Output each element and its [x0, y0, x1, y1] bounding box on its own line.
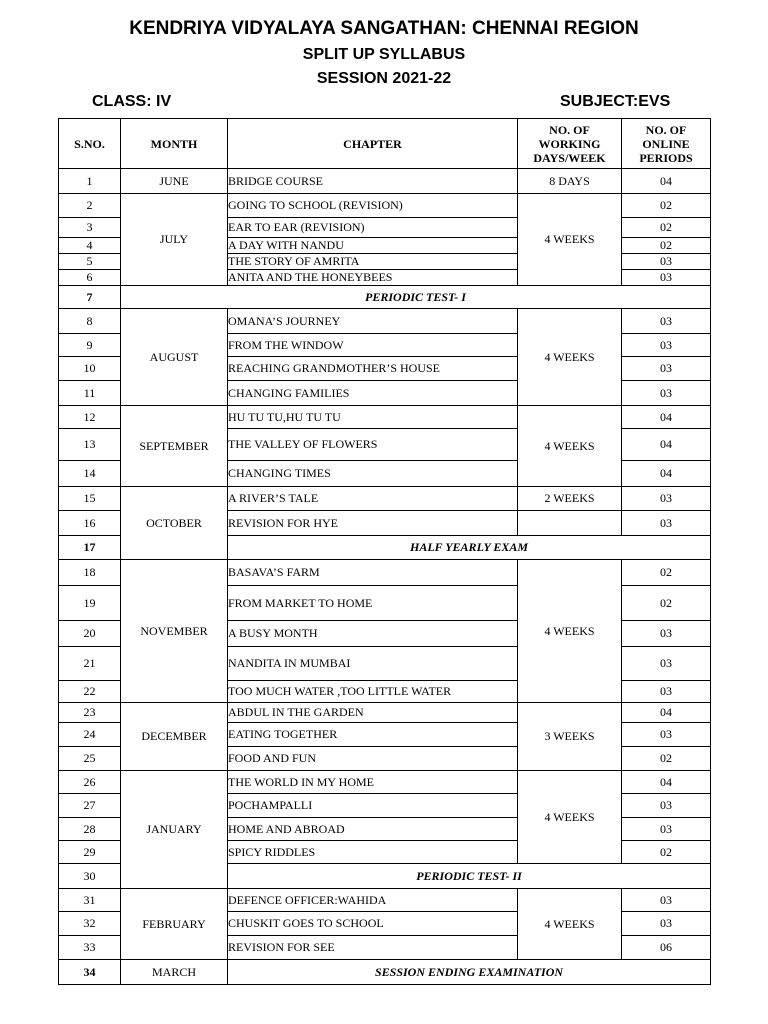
sno-cell: 31 [59, 889, 121, 912]
table-row [59, 487, 711, 511]
sno-cell: 16 [59, 511, 121, 536]
sno-cell: 5 [59, 254, 121, 270]
chapter-cell: BASAVA’S FARM [228, 560, 518, 586]
periods-cell: 03 [622, 723, 711, 747]
periods-cell: 06 [622, 936, 711, 960]
table-row [59, 560, 711, 586]
periods-cell: 03 [622, 889, 711, 912]
periods-cell: 03 [622, 487, 711, 511]
chapter-cell: A DAY WITH NANDU [228, 238, 518, 254]
sno-cell: 26 [59, 771, 121, 794]
month-cell: JULY [121, 194, 228, 286]
sno-cell: 34 [59, 960, 121, 985]
chapter-cell: TOO MUCH WATER ,TOO LITTLE WATER [228, 681, 518, 703]
sno-cell: 6 [59, 270, 121, 286]
chapter-cell: REACHING GRANDMOTHER’S HOUSE [228, 357, 518, 381]
month-cell: AUGUST [121, 309, 228, 406]
periods-cell: 04 [622, 406, 711, 429]
month-cell: MARCH [121, 960, 228, 985]
chapter-cell: CHUSKIT GOES TO SCHOOL [228, 912, 518, 936]
periods-cell: 02 [622, 560, 711, 586]
column-header-working-days: NO. OF WORKING DAYS/WEEK [518, 119, 622, 169]
working-days-cell: 2 WEEKS [518, 487, 622, 511]
chapter-cell: ABDUL IN THE GARDEN [228, 703, 518, 723]
column-header-online-periods: NO. OF ONLINE PERIODS [622, 119, 711, 169]
periods-cell: 02 [622, 747, 711, 771]
sno-cell: 15 [59, 487, 121, 511]
sno-cell: 1 [59, 169, 121, 194]
chapter-cell: REVISION FOR HYE [228, 511, 518, 536]
periods-cell: 04 [622, 771, 711, 794]
sno-cell: 14 [59, 461, 121, 487]
table-row [59, 194, 711, 218]
chapter-cell: A RIVER’S TALE [228, 487, 518, 511]
sno-cell: 30 [59, 864, 121, 889]
chapter-cell: ANITA AND THE HONEYBEES [228, 270, 518, 286]
month-cell: SEPTEMBER [121, 406, 228, 487]
table-row [59, 169, 711, 194]
chapter-cell: THE WORLD IN MY HOME [228, 771, 518, 794]
periods-cell: 03 [622, 309, 711, 334]
table-row [59, 889, 711, 912]
sno-cell: 13 [59, 429, 121, 461]
periods-cell: 03 [622, 254, 711, 270]
sno-cell: 21 [59, 647, 121, 681]
periods-cell: 04 [622, 461, 711, 487]
table-row [59, 771, 711, 794]
chapter-cell: HU TU TU,HU TU TU [228, 406, 518, 429]
month-cell: OCTOBER [121, 487, 228, 560]
chapter-cell: GOING TO SCHOOL (REVISION) [228, 194, 518, 218]
periodic-test-1-label: PERIODIC TEST- I [121, 286, 711, 309]
periods-cell: 02 [622, 841, 711, 864]
periods-cell: 04 [622, 429, 711, 461]
working-days-cell: 4 WEEKS [518, 771, 622, 864]
sno-cell: 7 [59, 286, 121, 309]
syllabus-table [58, 118, 711, 985]
sno-cell: 3 [59, 218, 121, 238]
month-cell: JANUARY [121, 771, 228, 889]
periods-cell: 03 [622, 334, 711, 357]
working-days-cell: 8 DAYS [518, 169, 622, 194]
table-row-exam [59, 960, 711, 985]
month-cell: DECEMBER [121, 703, 228, 771]
periods-cell: 03 [622, 647, 711, 681]
chapter-cell: SPICY RIDDLES [228, 841, 518, 864]
sno-cell: 12 [59, 406, 121, 429]
column-header-sno: S.NO. [59, 119, 121, 169]
month-cell: JUNE [121, 169, 228, 194]
periods-cell: 03 [622, 818, 711, 841]
class-label: CLASS: IV [92, 93, 172, 110]
chapter-cell: EAR TO EAR (REVISION) [228, 218, 518, 238]
chapter-cell: NANDITA IN MUMBAI [228, 647, 518, 681]
periods-cell: 04 [622, 703, 711, 723]
periods-cell: 02 [622, 586, 711, 621]
periods-cell: 03 [622, 511, 711, 536]
table-row [59, 703, 711, 723]
periods-cell: 03 [622, 621, 711, 647]
working-days-cell: 4 WEEKS [518, 406, 622, 487]
sno-cell: 18 [59, 560, 121, 586]
periods-cell: 02 [622, 218, 711, 238]
chapter-cell: POCHAMPALLI [228, 794, 518, 818]
table-row [59, 309, 711, 334]
document-title: SPLIT UP SYLLABUS [302, 46, 466, 63]
sno-cell: 22 [59, 681, 121, 703]
periods-cell: 02 [622, 194, 711, 218]
working-days-cell: 4 WEEKS [518, 309, 622, 406]
sno-cell: 32 [59, 912, 121, 936]
periodic-test-2-label: PERIODIC TEST- II [228, 864, 711, 889]
chapter-cell: BRIDGE COURSE [228, 169, 518, 194]
sno-cell: 9 [59, 334, 121, 357]
periods-cell: 04 [622, 169, 711, 194]
periods-cell: 02 [622, 238, 711, 254]
half-yearly-exam-label: HALF YEARLY EXAM [228, 536, 711, 560]
working-days-cell: 4 WEEKS [518, 194, 622, 286]
month-cell: FEBRUARY [121, 889, 228, 960]
sno-cell: 11 [59, 381, 121, 406]
chapter-cell: HOME AND ABROAD [228, 818, 518, 841]
table-row [59, 406, 711, 429]
column-header-chapter: CHAPTER [228, 119, 518, 169]
sno-cell: 10 [59, 357, 121, 381]
chapter-cell: THE STORY OF AMRITA [228, 254, 518, 270]
chapter-cell: FROM MARKET TO HOME [228, 586, 518, 621]
chapter-cell: EATING TOGETHER [228, 723, 518, 747]
table-header-row [59, 119, 711, 169]
chapter-cell: DEFENCE OFFICER:WAHIDA [228, 889, 518, 912]
chapter-cell: FROM THE WINDOW [228, 334, 518, 357]
sno-cell: 8 [59, 309, 121, 334]
month-cell: NOVEMBER [121, 560, 228, 703]
chapter-cell: CHANGING TIMES [228, 461, 518, 487]
sno-cell: 2 [59, 194, 121, 218]
sno-cell: 33 [59, 936, 121, 960]
chapter-cell: FOOD AND FUN [228, 747, 518, 771]
table-row-exam [59, 286, 711, 309]
periods-cell: 03 [622, 381, 711, 406]
periods-cell: 03 [622, 794, 711, 818]
session-ending-exam-label: SESSION ENDING EXAMINATION [228, 960, 711, 985]
session-label: SESSION 2021-22 [316, 70, 452, 87]
chapter-cell: OMANA’S JOURNEY [228, 309, 518, 334]
chapter-cell: THE VALLEY OF FLOWERS [228, 429, 518, 461]
sno-cell: 28 [59, 818, 121, 841]
working-days-cell: 4 WEEKS [518, 889, 622, 960]
periods-cell: 03 [622, 912, 711, 936]
column-header-month: MONTH [121, 119, 228, 169]
working-days-cell: 4 WEEKS [518, 560, 622, 703]
chapter-cell: CHANGING FAMILIES [228, 381, 518, 406]
periods-cell: 03 [622, 357, 711, 381]
sno-cell: 24 [59, 723, 121, 747]
chapter-cell: REVISION FOR SEE [228, 936, 518, 960]
sno-cell: 19 [59, 586, 121, 621]
sno-cell: 17 [59, 536, 121, 560]
periods-cell: 03 [622, 270, 711, 286]
subject-label: SUBJECT:EVS [560, 93, 671, 110]
working-days-cell-empty [518, 511, 622, 536]
chapter-cell: A BUSY MONTH [228, 621, 518, 647]
working-days-cell: 3 WEEKS [518, 703, 622, 771]
sno-cell: 20 [59, 621, 121, 647]
sno-cell: 29 [59, 841, 121, 864]
sno-cell: 23 [59, 703, 121, 723]
sno-cell: 25 [59, 747, 121, 771]
organization-title: KENDRIYA VIDYALAYA SANGATHAN: CHENNAI REGION [129, 18, 639, 39]
periods-cell: 03 [622, 681, 711, 703]
sno-cell: 27 [59, 794, 121, 818]
sno-cell: 4 [59, 238, 121, 254]
